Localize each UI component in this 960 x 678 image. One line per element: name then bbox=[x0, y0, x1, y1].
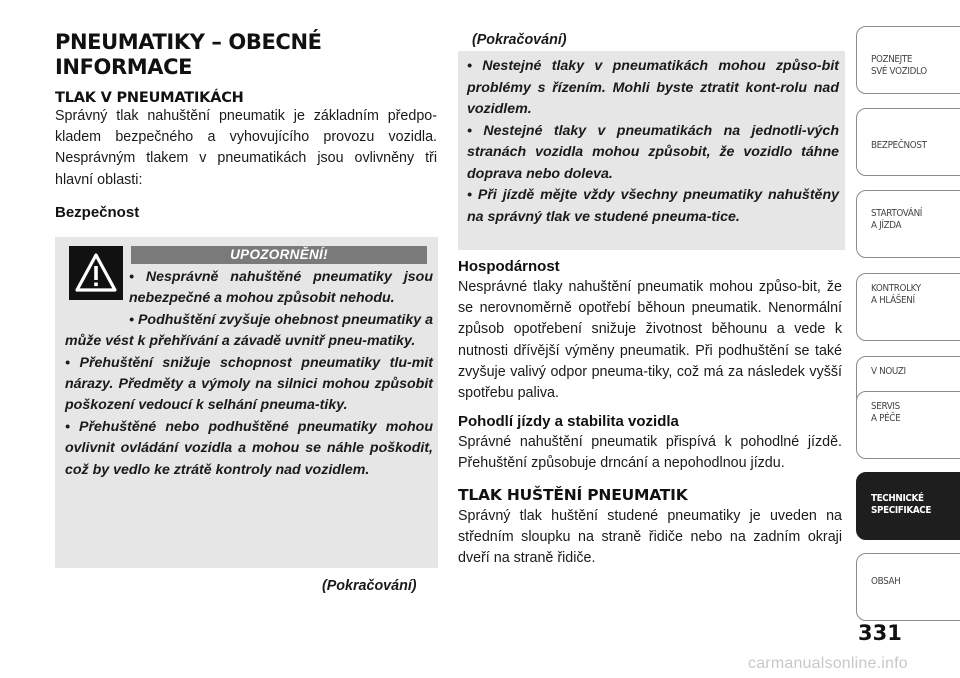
warning-item: • Přehuštěné nebo podhuštěné pneumatiky mohou ovlivnit ovládání vozidla a mohou se náhle poškodit, což by vedlo ke ztrátě kontroly nad vozidlem. bbox=[65, 418, 433, 478]
continued-label-left: (Pokračování) bbox=[322, 578, 417, 594]
tab-know-your-vehicle[interactable] bbox=[856, 26, 960, 94]
tab-label: POZNEJTE bbox=[871, 54, 913, 65]
page-title-line1: PNEUMATIKY – OBECNÉ bbox=[55, 30, 322, 54]
tab-starting-driving[interactable] bbox=[856, 190, 960, 258]
tab-label: KONTROLKY bbox=[871, 283, 921, 294]
warning-label: UPOZORNĚNÍ! bbox=[131, 246, 427, 264]
tab-label: OBSAH bbox=[871, 576, 901, 587]
warning-continued-box bbox=[458, 51, 845, 250]
tab-indicators[interactable] bbox=[856, 273, 960, 341]
watermark: carmanualsonline.info bbox=[748, 655, 908, 672]
tab-label: A PÉČE bbox=[871, 413, 901, 424]
warning-item: • Nestejné tlaky v pneumatikách na jednotli-vých stranách vozidla mohou způsobit, že vozidlo táhne doprava nebo doleva. bbox=[467, 122, 839, 182]
warning-item: • Při jízdě mějte vždy všechny pneumatiky nahuštěny na správný tlak ve studené pneuma-tice. bbox=[467, 187, 839, 225]
page-number: 331 bbox=[858, 621, 902, 645]
tab-label: BEZPEČNOST bbox=[871, 140, 927, 151]
continued-label-right: (Pokračování) bbox=[472, 32, 567, 48]
warning-item: • Přehuštění snižuje schopnost pneumatiky tlu-mit nárazy. Předměty a výmoly na silnici mohou způsobit poškození vedoucí k selhání pneuma-tiky. bbox=[65, 354, 433, 414]
heading-inflation-pressure: TLAK HUŠTĚNÍ PNEUMATIK bbox=[458, 486, 688, 504]
warning-continued-text bbox=[467, 56, 839, 228]
page-title-line2: INFORMACE bbox=[55, 55, 193, 79]
subheading-safety: Bezpečnost bbox=[55, 204, 140, 221]
tab-label: A HLÁŠENÍ bbox=[871, 295, 915, 306]
tab-label: SPECIFIKACE bbox=[871, 505, 932, 516]
tab-label: STARTOVÁNÍ bbox=[871, 208, 923, 219]
warning-item: • Nestejné tlaky v pneumatikách mohou způso-bit problémy s řízením. Mohli byste ztratit kont-rolu nad vozidlem. bbox=[467, 58, 839, 117]
tab-contents[interactable] bbox=[856, 553, 960, 621]
warning-box bbox=[55, 237, 438, 568]
page-title bbox=[55, 30, 435, 80]
section-heading-tire-pressure: TLAK V PNEUMATIKÁCH bbox=[55, 90, 244, 106]
warning-text bbox=[65, 267, 433, 481]
economy-paragraph: Nesprávné tlaky nahuštění pneumatik mohou způso-bit, že se nerovnoměrně opotřebí běhoun pneumatik. Nenormální způsob opotřebení snižuje životnost běhounu a vede k nutnosti dřívější výměny pneumatik. Při podhuštění se také zvyšuje valivý odpor pneuma-tiky, což má za následek vyšší spotřebu paliva. bbox=[458, 279, 842, 402]
comfort-paragraph: Správné nahuštění pneumatik přispívá k pohodlné jízdě. Přehuštění způsobuje drncání a nepohodlnou jízdu. bbox=[458, 434, 842, 472]
tab-technical-specifications[interactable] bbox=[856, 472, 960, 540]
intro-paragraph: Správný tlak nahuštění pneumatik je základním předpo-kladem bezpečného a vyhovujícího provozu vozidla. Nesprávným tlakem v pneumatikách jsou ovlivněny tři hlavní oblasti: bbox=[55, 108, 437, 188]
tab-label: A JÍZDA bbox=[871, 220, 902, 231]
chapter-tabs bbox=[856, 26, 960, 656]
tab-safety[interactable] bbox=[856, 108, 960, 176]
tab-label: V NOUZI bbox=[871, 366, 906, 377]
warning-item: • Nesprávně nahuštěné pneumatiky jsou nebezpečné a mohou způsobit nehodu. bbox=[129, 269, 433, 307]
tab-service[interactable] bbox=[856, 391, 960, 459]
pressure-paragraph: Správný tlak huštění studené pneumatiky je uveden na středním sloupku na straně řidiče nebo na zadním okraji dveří na straně řidiče. bbox=[458, 508, 842, 567]
warning-item: • Podhuštění zvyšuje ohebnost pneumatiky a může vést k přehřívání a závadě uvnitř pneu-matiky. bbox=[65, 311, 433, 350]
heading-economy: Hospodárnost bbox=[458, 258, 560, 275]
tab-label: TECHNICKÉ bbox=[871, 493, 924, 504]
heading-comfort: Pohodlí jízdy a stabilita vozidla bbox=[458, 413, 679, 430]
tab-label: SVÉ VOZIDLO bbox=[871, 66, 927, 77]
tab-label: SERVIS bbox=[871, 401, 900, 412]
